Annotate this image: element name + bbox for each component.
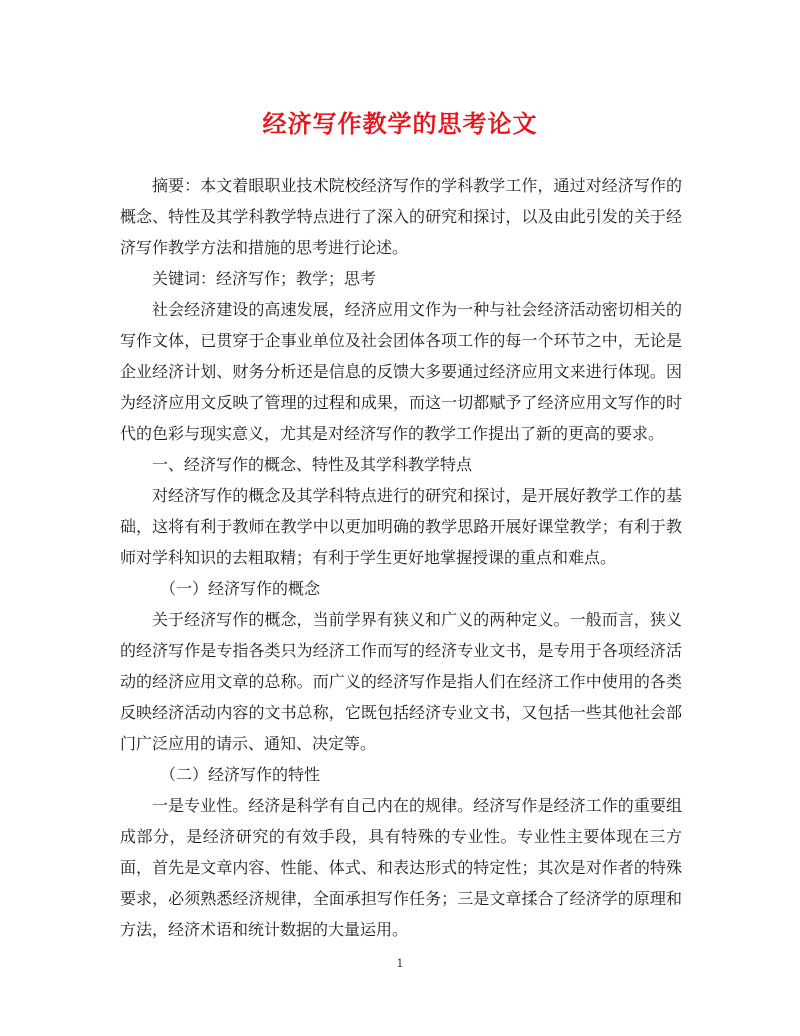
abstract-paragraph: 摘要：本文着眼职业技术院校经济写作的学科教学工作，通过对经济写作的概念、特性及其学科教学特点进行了深入的研究和探讨，以及由此引发的关于经济写作教学方法和措施的思考进行论述。 [120,176,682,257]
page-number: 1 [396,957,404,970]
section-heading-1: 一、经济写作的概念、特性及其学科教学特点 [152,455,473,474]
subsection-heading-features: （二）经济写作的特性 [160,765,321,784]
section-1-paragraph: 对经济写作的概念及其学科特点进行的研究和探讨，是开展好教学工作的基础，这将有利于教师在教学中以更加明确的教学思路开展好课堂教学；有利于教师对学科知识的去粗取精；有利于学生更好地掌握授课的重点和难点。 [120,486,682,567]
concept-paragraph: 关于经济写作的概念，当前学界有狭义和广义的两种定义。一般而言，狭义的经济写作是专指各类只为经济工作而写的经济专业文书，是专用于各项经济活动的经济应用文章的总称。而广义的经济写作是指人们在经济工作中使用的各类反映经济活动内容的文书总称，它既包括经济专业文书，又包括一些其他社会部门广泛应用的请示、通知、决定等。 [120,610,682,753]
subsection-heading-concept: （一）经济写作的概念 [160,579,321,598]
features-paragraph: 一是专业性。经济是科学有自己内在的规律。经济写作是经济工作的重要组成部分，是经济研究的有效手段，具有特殊的专业性。专业性主要体现在三方面，首先是文章内容、性能、体式、和表达形式的特定性；其次是对作者的特殊要求，必须熟悉经济规律，全面承担写作任务；三是文章揉合了经济学的原理和方法，经济术语和统计数据的大量运用。 [120,796,682,939]
document-body [120,170,682,945]
intro-paragraph: 社会经济建设的高速发展，经济应用文作为一种与社会经济活动密切相关的写作文体，已贯穿于企事业单位及社会团体各项工作的每一个环节之中，无论是企业经济计划、财务分析还是信息的反馈大多要通过经济应用文来进行体现。因为经济应用文反映了管理的过程和成果，而这一切都赋予了经济应用文写作的时代的色彩与现实意义，尤其是对经济写作的教学工作提出了新的更高的要求。 [120,300,682,443]
document-title: 经济写作教学的思考论文 [262,109,538,138]
keywords-paragraph: 关键词：经济写作；教学；思考 [152,269,377,288]
